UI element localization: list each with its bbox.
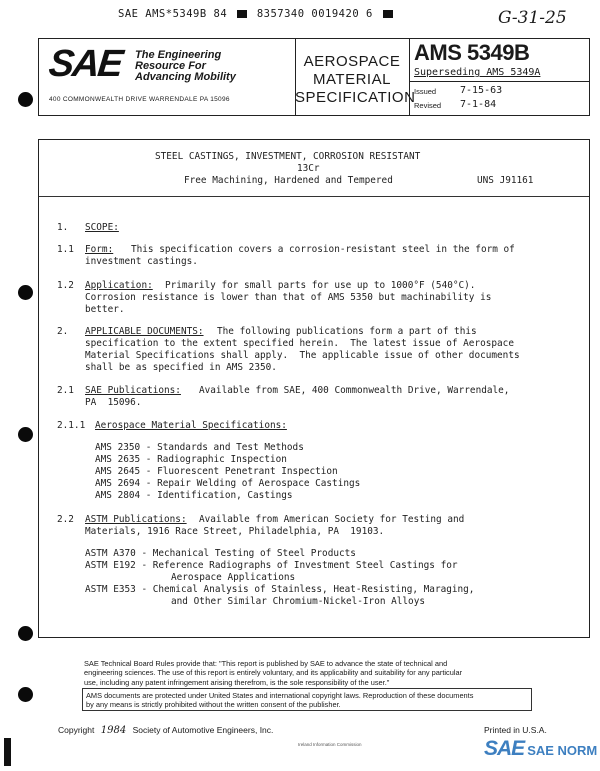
paragraph-line: Corrosion resistance is lower than that of AMS 5350 but machinability is bbox=[85, 292, 492, 303]
section-heading-scope: SCOPE: bbox=[85, 222, 119, 233]
printed-in: Printed in U.S.A. bbox=[484, 725, 547, 735]
scan-header-right: 8357340 0019420 6 bbox=[256, 8, 373, 20]
section-number: 1.2 bbox=[57, 280, 74, 291]
section-number: 2.1 bbox=[57, 385, 74, 396]
paragraph-line: Material Specifications shall apply. The applicable issue of other documents bbox=[85, 350, 520, 361]
punch-hole-icon bbox=[18, 687, 33, 702]
ams-number: AMS 5349B bbox=[414, 40, 530, 65]
list-item: ASTM E353 - Chemical Analysis of Stainless, Heat-Resisting, Maraging, bbox=[85, 584, 475, 595]
paragraph-line: Primarily for small parts for use up to 1000°F (540°C). bbox=[165, 280, 476, 291]
footnote: Ireland Information Commission bbox=[298, 742, 362, 747]
revised-label: Revised bbox=[414, 101, 442, 110]
paragraph-line: PA 15096. bbox=[85, 397, 142, 408]
logo-area bbox=[39, 39, 296, 115]
technical-board-rules: SAE Technical Board Rules provide that: "This report is published by SAE to advance the state of technical and engineering sciences. The use of this report is entirely voluntary, and its applicability and suitability for any particular use, including any patent infringement arising therefrom, is the sole responsibility of the user." bbox=[84, 659, 463, 687]
subject-condition: Free Machining, Hardened and Tempered bbox=[184, 175, 393, 186]
specification-body bbox=[38, 139, 590, 638]
section-number: 2.2 bbox=[57, 514, 74, 525]
copyright-year: 1984 bbox=[100, 725, 127, 736]
paragraph-line: This specification covers a corrosion-resistant steel in the form of bbox=[131, 244, 515, 255]
list-item: AMS 2694 - Repair Welding of Aerospace Castings bbox=[95, 478, 361, 489]
copyright-notice-box bbox=[82, 688, 532, 711]
uns-number: UNS J91161 bbox=[477, 175, 534, 186]
scan-header bbox=[118, 8, 396, 20]
paragraph-line: Available from SAE, 400 Commonwealth Drive, Warrendale, bbox=[199, 385, 510, 396]
divider bbox=[39, 196, 589, 197]
issued-label: Issued bbox=[414, 87, 437, 96]
subject-alloy: 13Cr bbox=[297, 163, 320, 174]
scan-edge-mark bbox=[4, 738, 11, 766]
list-item-continuation: Aerospace Applications bbox=[171, 572, 296, 583]
punch-hole-icon bbox=[18, 285, 33, 300]
section-heading-astm-publications: ASTM Publications: bbox=[85, 514, 187, 525]
paragraph-line: Available from American Society for Testing and bbox=[199, 514, 465, 525]
section-heading-applicable-documents: APPLICABLE DOCUMENTS: bbox=[85, 326, 204, 337]
sae-tagline: The Engineering Resource For Advancing Mobility bbox=[135, 49, 236, 83]
punch-hole-icon bbox=[18, 626, 33, 641]
copyright-line: Copyright 1984 Society of Automotive Engineers, Inc. bbox=[58, 725, 274, 736]
section-heading-form: Form: bbox=[85, 244, 114, 255]
issued-date: 7-15-63 bbox=[460, 85, 503, 96]
superseding-text: Superseding AMS 5349A bbox=[414, 67, 541, 78]
section-number: 2. bbox=[57, 326, 69, 337]
list-item: ASTM E192 - Reference Radiographs of Investment Steel Castings for bbox=[85, 560, 458, 571]
scan-header-left: SAE AMS*5349B 84 bbox=[118, 8, 228, 20]
handwritten-note: G-31-25 bbox=[498, 8, 567, 28]
paragraph-line: better. bbox=[85, 304, 125, 315]
subject-title: STEEL CASTINGS, INVESTMENT, CORROSION RESISTANT bbox=[155, 151, 421, 162]
punch-hole-icon bbox=[18, 427, 33, 442]
spec-title: AEROSPACE MATERIAL SPECIFICATION bbox=[295, 39, 410, 115]
section-number: 2.1.1 bbox=[57, 420, 86, 431]
list-item-continuation: and Other Similar Chromium-Nickel-Iron Alloys bbox=[171, 596, 425, 607]
list-item: AMS 2804 - Identification, Castings bbox=[95, 490, 293, 501]
paragraph-line: shall be as specified in AMS 2350. bbox=[85, 362, 277, 373]
paragraph-line: specification to the extent specified herein. The latest issue of Aerospace bbox=[85, 338, 514, 349]
scan-block-mark bbox=[383, 10, 393, 18]
section-heading-ams-specs: Aerospace Material Specifications: bbox=[95, 420, 287, 431]
ams-info bbox=[410, 39, 589, 115]
header-box bbox=[38, 38, 590, 116]
sae-norm-watermark: SAE SAE NORM bbox=[484, 737, 598, 760]
list-item: AMS 2635 - Radiographic Inspection bbox=[95, 454, 287, 465]
sae-address: 400 COMMONWEALTH DRIVE WARRENDALE PA 15096 bbox=[49, 96, 230, 103]
paragraph-line: The following publications form a part of this bbox=[217, 326, 477, 337]
section-heading-sae-publications: SAE Publications: bbox=[85, 385, 181, 396]
section-number: 1.1 bbox=[57, 244, 74, 255]
scan-block-mark bbox=[237, 10, 247, 18]
copyright-notice: AMS documents are protected under United States and international copyright laws. Reproduction of these documents by any means is strictly prohibited without the written consent of the publisher. bbox=[86, 691, 474, 710]
section-number: 1. bbox=[57, 222, 69, 233]
paragraph-line: investment castings. bbox=[85, 256, 198, 267]
revised-date: 7-1-84 bbox=[460, 99, 497, 110]
list-item: ASTM A370 - Mechanical Testing of Steel Products bbox=[85, 548, 356, 559]
list-item: AMS 2645 - Fluorescent Penetrant Inspection bbox=[95, 466, 338, 477]
section-heading-application: Application: bbox=[85, 280, 153, 291]
punch-hole-icon bbox=[18, 92, 33, 107]
divider bbox=[410, 81, 589, 82]
list-item: AMS 2350 - Standards and Test Methods bbox=[95, 442, 304, 453]
paragraph-line: Materials, 1916 Race Street, Philadelphia, PA 19103. bbox=[85, 526, 385, 537]
sae-logo: SAE bbox=[46, 43, 124, 85]
